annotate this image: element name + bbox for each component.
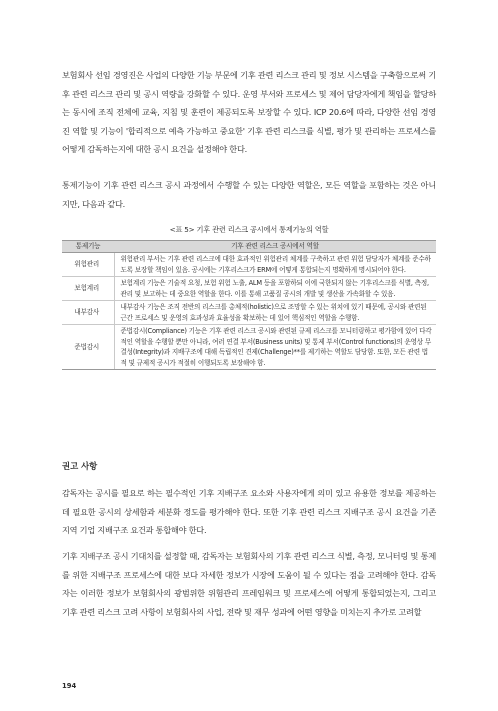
row-function: 보험계리 xyxy=(62,277,114,301)
intro-paragraph: 보험회사 선임 경영진은 사업의 다양한 기능 부문에 기후 관련 리스크 관리 및 정보 시스템을 구축함으로써 기후 관련 리스크 관리 및 공시 역량을 강화할 수 있다. 운영 부서와 프로세스 및 제어 담당자에게 책임을 할당하는 동시에 조직 전체에 교육, 지침 및 훈련이 제공되도록 보장할 수 있다. ICP 20.6에 따라, 다양한 선임 경영진 역할 및 기능이 '합리적으로 예측 가능하고 중요한' 기후 관련 리스크를 식별, 평가 및 관리하는 프로세스를 어떻게 감독하는지에 대한 공시 요건을 설정해야 한다. xyxy=(62,70,436,154)
table-row xyxy=(62,301,436,325)
row-role: 위험관리 부서는 기후 관련 리스크에 대한 효과적인 위험관리 체계를 구축하고 관련 위험 담당자가 체계를 준수하도록 보장할 책임이 있음. 공시에는 기후리스크가 ERM에 어떻게 통합되는지 명확하게 명시되어야 한다. xyxy=(114,253,436,277)
table-header-function: 통제기능 xyxy=(62,241,114,253)
recommendation-paragraph-2: 기후 지배구조 공시 기대치를 설정할 때, 감독자는 보험회사의 기후 관련 리스크 식별, 측정, 모니터링 및 통제를 위한 지배구조 프로세스에 대한 보다 자세한 정보가 시장에 도움이 될 수 있다는 점을 고려해야 한다. 감독자는 이러한 정보가 보험회사의 광범위한 위험관리 프레임워크 및 프로세스에 어떻게 통합되었는지, 그리고 기후 관련 리스크 고려 사항이 보험회사의 사업, 전략 및 재무 성과에 어떤 영향을 미치는지 추가로 고려할 xyxy=(62,551,436,617)
table-row xyxy=(62,325,436,370)
row-role: 준법감시(Compliance) 기능은 기후 관련 리스크 공시와 관련된 규제 리스크를 모니터링하고 평가함에 있어 다각적인 역할을 수행할 뿐만 아니라, 여러 연결 부서(Business units) 및 통제 부서(Control functions)의 운영상 무결성(Integrity)과 지배구조에 대해 독립적인 견제(Challenge)**를 제기하는 역할도 담당함. 또한, 모든 관련 법적 및 규제적 공시가 적절히 이행되도록 보장해야 함. xyxy=(114,325,436,370)
page-number: 194 xyxy=(62,682,77,690)
row-function: 위험관리 xyxy=(62,253,114,277)
row-function: 준법감시 xyxy=(62,325,114,370)
document-page xyxy=(62,0,436,711)
table-row xyxy=(62,253,436,277)
section-heading: 권고 사항 xyxy=(62,461,98,471)
row-function: 내부감사 xyxy=(62,301,114,325)
table-header-role: 기후 관련 리스크 공시에서 역할 xyxy=(114,241,436,253)
table-header-row xyxy=(62,241,436,253)
table-row xyxy=(62,277,436,301)
control-functions-paragraph: 통제기능이 기후 관련 리스크 공시 과정에서 수행할 수 있는 다양한 역할은, 모든 역할을 포함하는 것은 아니지만, 다음과 같다. xyxy=(62,180,436,209)
table-caption: <표 5> 기후 관련 리스크 공시에서 통제기능의 역할 xyxy=(169,225,329,234)
recommendation-paragraph-1: 감독자는 공시를 필요로 하는 필수적인 기후 지배구조 요소와 사용자에게 의미 있고 유용한 정보를 제공하는 데 필요한 공시의 상세함과 세분화 정도를 평가해야 한다. 또한 기후 관련 리스크 지배구조 공시 요건을 기존 지역 기업 지배구조 요건과 통합해야 한다. xyxy=(62,488,436,535)
control-functions-table xyxy=(62,240,436,370)
row-role: 보험계리 기능은 기술적 요청, 보험 위험 노출, ALM 등을 포함하되 이에 국한되지 않는 기후리스크를 식별, 측정, 관리 및 보고하는 데 중요한 역할을 한다. 이를 통해 고품질 공시의 개발 및 생산을 가속화할 수 있음. xyxy=(114,277,436,301)
row-role: 내부감사 기능은 조직 전반의 리스크를 총체적(holistic)으로 조망할 수 있는 위치에 있기 때문에, 공시와 관련된 근간 프로세스 및 운영의 효과성과 효율성을 확보하는 데 있어 핵심적인 역할을 수행함. xyxy=(114,301,436,325)
